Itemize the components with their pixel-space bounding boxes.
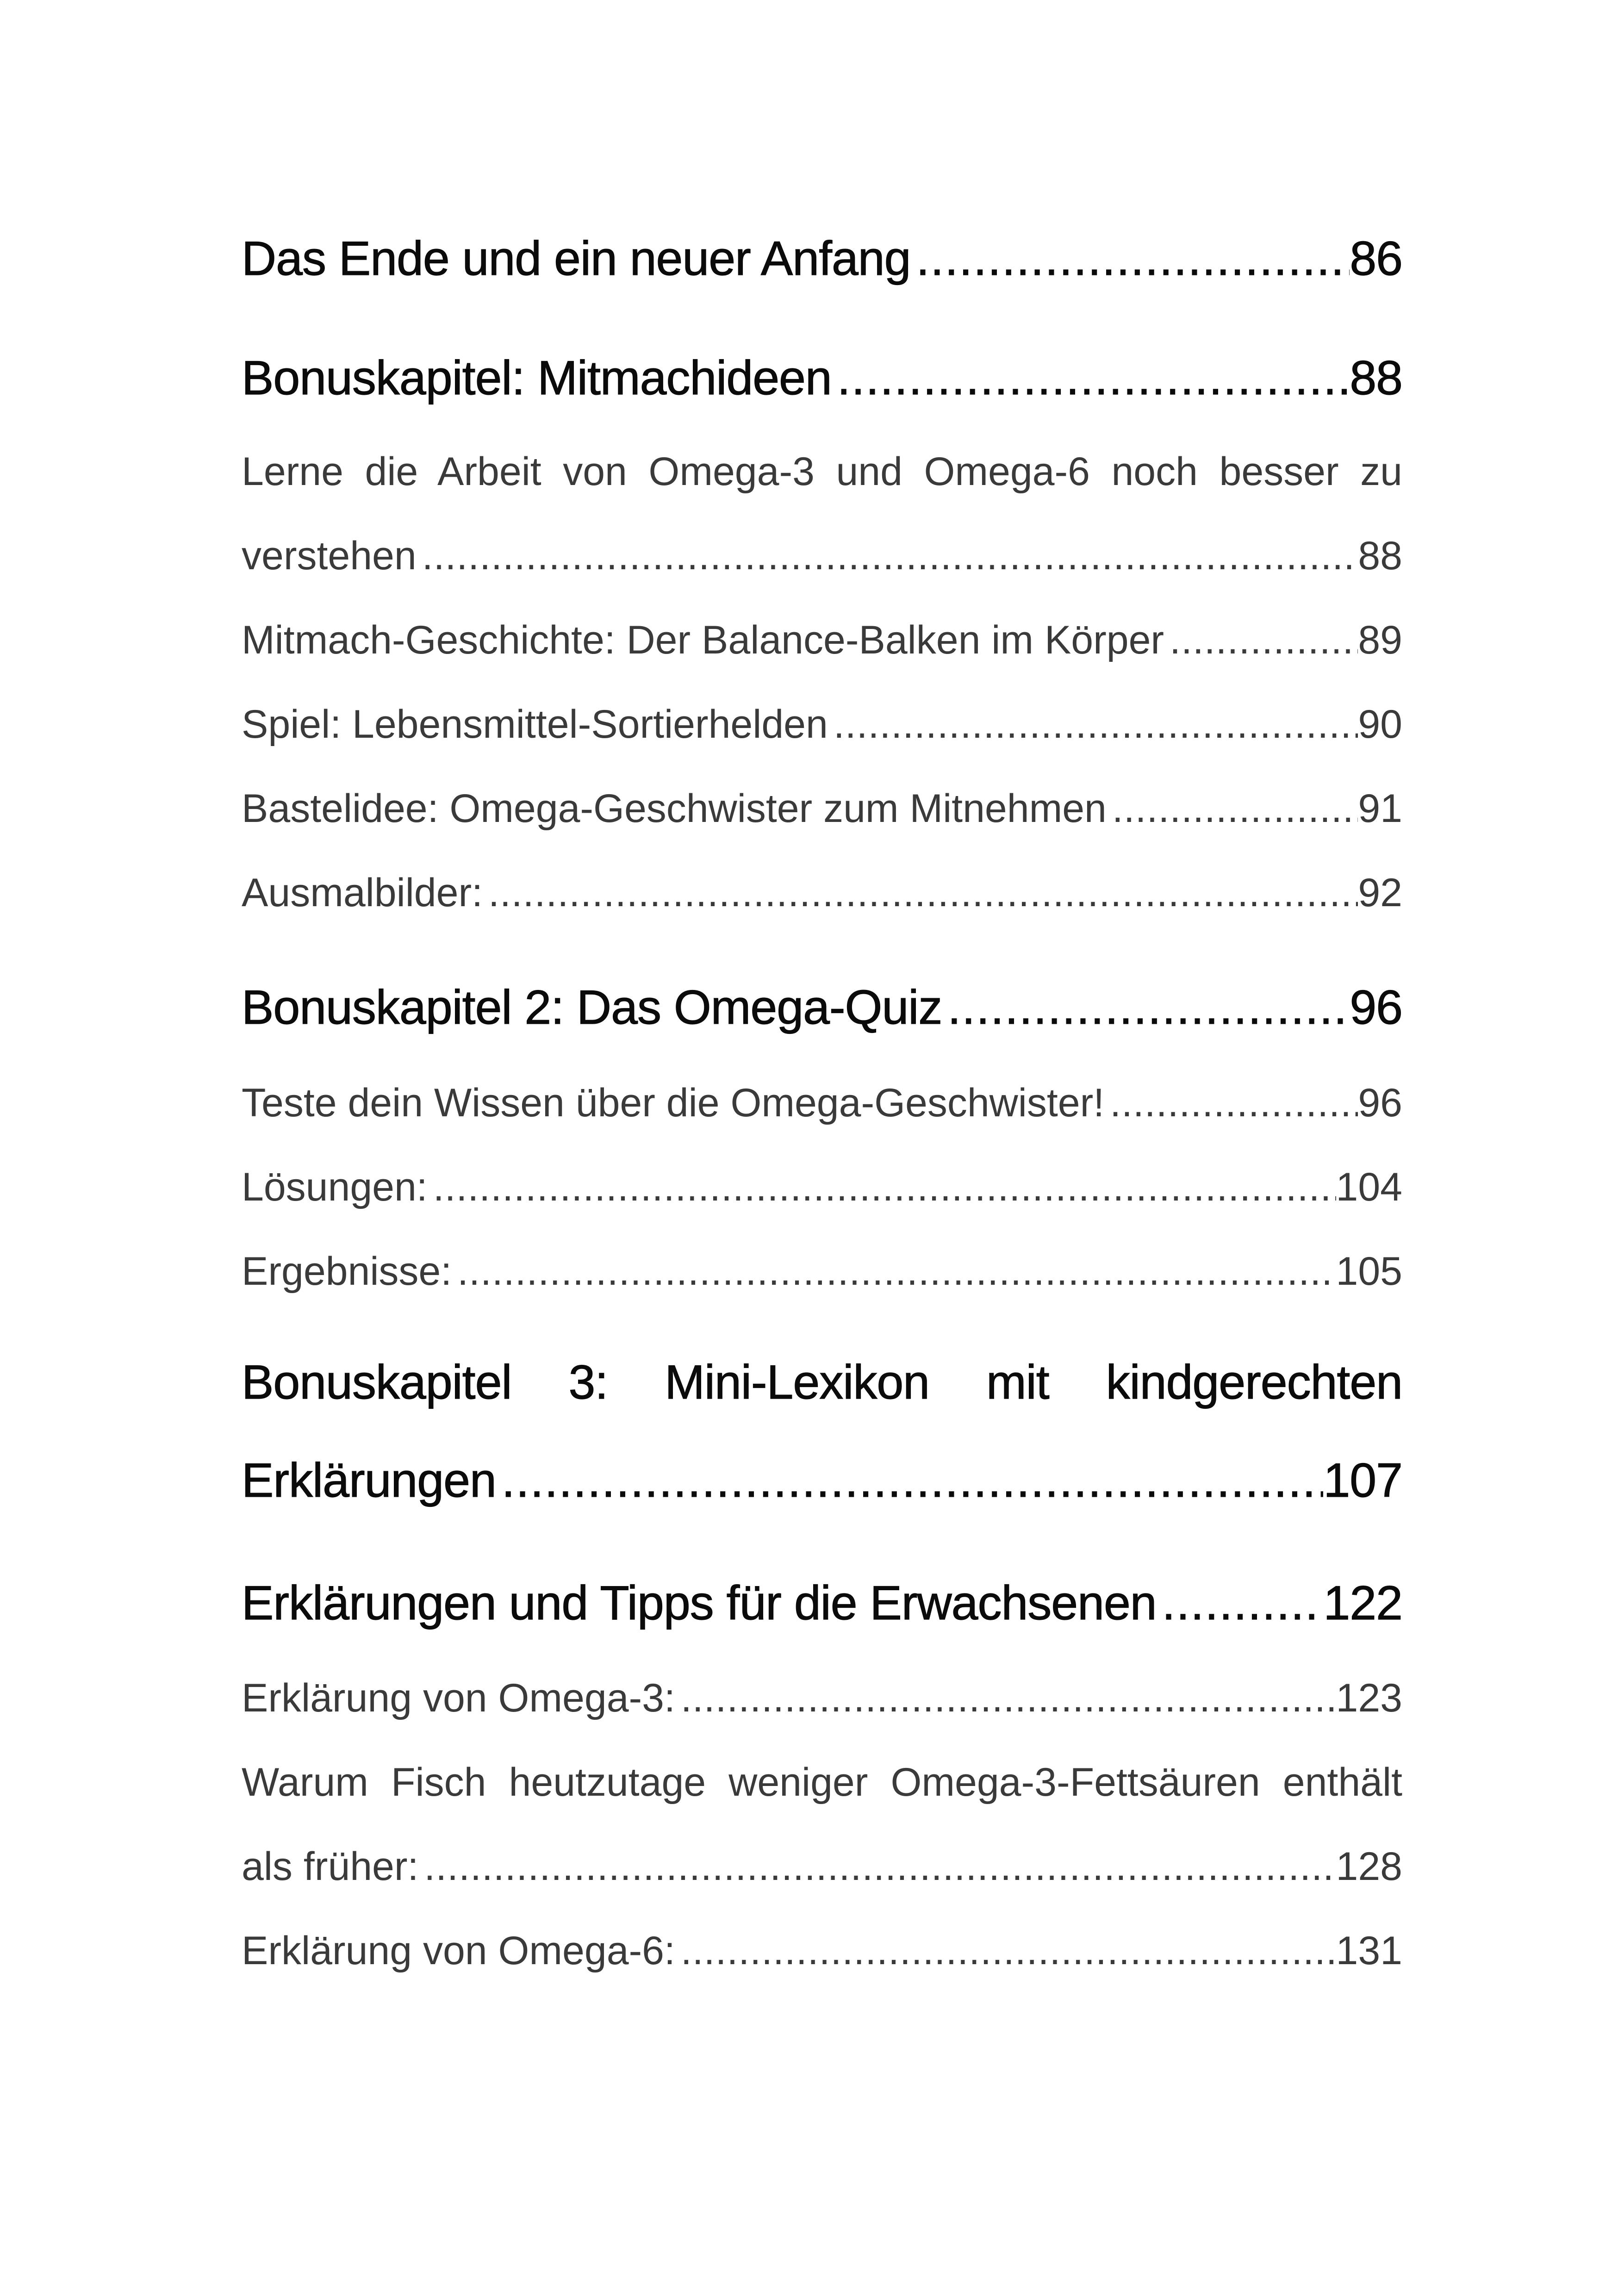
toc-entry-major xyxy=(242,231,1402,286)
toc-entry-minor xyxy=(242,1675,1402,1721)
toc-entry-title: Spiel: Lebensmittel-Sortierhelden xyxy=(242,702,828,747)
toc-leader-dots xyxy=(452,1249,1336,1294)
toc-entry-title-line: Warum Fisch heutzutage weniger Omega-3-Fettsäuren enthält xyxy=(242,1760,1402,1804)
toc-leader-dots xyxy=(910,231,1350,286)
toc-entry-title: Erklärung von Omega-3: xyxy=(242,1676,675,1720)
toc-entry-minor xyxy=(242,533,1402,579)
toc-entry-minor xyxy=(242,617,1402,663)
toc-page-number: 96 xyxy=(1358,1081,1402,1125)
toc-page-number: 88 xyxy=(1358,534,1402,578)
toc-leader-dots xyxy=(942,980,1350,1035)
toc-entry-title: als früher: xyxy=(242,1844,419,1889)
toc-page-number: 105 xyxy=(1336,1249,1402,1294)
toc-entry-minor xyxy=(242,1928,1402,1974)
toc-page-number: 104 xyxy=(1336,1165,1402,1209)
toc-entry-minor xyxy=(242,1844,1402,1890)
toc-entry-title: Bonuskapitel: Mitmachideen xyxy=(242,351,832,405)
toc-entry-minor xyxy=(242,1164,1402,1210)
toc-entry-minor xyxy=(242,786,1402,832)
toc-page-number: 96 xyxy=(1350,981,1402,1034)
toc-leader-dots xyxy=(496,1453,1324,1508)
toc-entry-minor xyxy=(242,870,1402,916)
toc-entry-title: Das Ende und ein neuer Anfang xyxy=(242,232,911,286)
toc-entry-title-line: Bonuskapitel 3: Mini-Lexikon mit kindgerechten xyxy=(242,1356,1402,1409)
toc-page-number: 107 xyxy=(1323,1454,1402,1507)
toc-entry-minor xyxy=(242,702,1402,747)
toc-leader-dots xyxy=(417,533,1358,579)
toc-leader-dots xyxy=(483,870,1358,916)
toc-page-number: 128 xyxy=(1336,1844,1402,1889)
toc-entry-title: Ausmalbilder: xyxy=(242,871,483,915)
toc-entry-title: Bastelidee: Omega-Geschwister zum Mitnehmen xyxy=(242,786,1107,831)
toc-leader-dots xyxy=(828,702,1358,747)
toc-entry-title: Mitmach-Geschichte: Der Balance-Balken im Körper xyxy=(242,618,1164,662)
toc-entry-major xyxy=(242,1576,1402,1631)
toc-page-number: 92 xyxy=(1358,871,1402,915)
toc-entry-title: Ergebnisse: xyxy=(242,1249,452,1294)
toc-leader-dots xyxy=(675,1928,1336,1974)
toc-page-number: 91 xyxy=(1358,786,1402,831)
toc-entry-minor xyxy=(242,1080,1402,1126)
toc-entry-major xyxy=(242,1453,1402,1508)
toc-entry-major xyxy=(242,980,1402,1035)
toc-entry-major xyxy=(242,351,1402,406)
toc-entry-minor xyxy=(242,1249,1402,1294)
toc-entry-title: Lösungen: xyxy=(242,1165,428,1209)
toc-page-number: 90 xyxy=(1358,702,1402,747)
toc-page-number: 89 xyxy=(1358,618,1402,662)
toc-leader-dots xyxy=(1157,1576,1324,1631)
toc-page-number: 123 xyxy=(1336,1676,1402,1720)
toc-leader-dots xyxy=(1104,1080,1358,1126)
toc-leader-dots xyxy=(832,351,1350,406)
toc-leader-dots xyxy=(418,1844,1336,1890)
toc-leader-dots xyxy=(1107,786,1358,832)
toc-entry-title: Bonuskapitel 2: Das Omega-Quiz xyxy=(242,981,942,1034)
toc-page-number: 86 xyxy=(1350,232,1402,286)
toc-page-number: 131 xyxy=(1336,1929,1402,1973)
toc-entry-title: Erklärungen xyxy=(242,1454,496,1507)
toc-leader-dots xyxy=(428,1164,1336,1210)
toc-leader-dots xyxy=(1164,617,1358,663)
toc-entry-title: verstehen xyxy=(242,534,417,578)
toc-entry-title: Erklärung von Omega-6: xyxy=(242,1929,675,1973)
toc-page-number: 88 xyxy=(1350,351,1402,405)
toc-entry-title-line: Lerne die Arbeit von Omega-3 und Omega-6 noch besser zu xyxy=(242,449,1402,494)
toc-entry-title: Teste dein Wissen über die Omega-Geschwister! xyxy=(242,1081,1105,1125)
toc-leader-dots xyxy=(675,1675,1336,1721)
toc-page-number: 122 xyxy=(1323,1576,1402,1630)
toc-entry-title: Erklärungen und Tipps für die Erwachsenen xyxy=(242,1576,1157,1630)
